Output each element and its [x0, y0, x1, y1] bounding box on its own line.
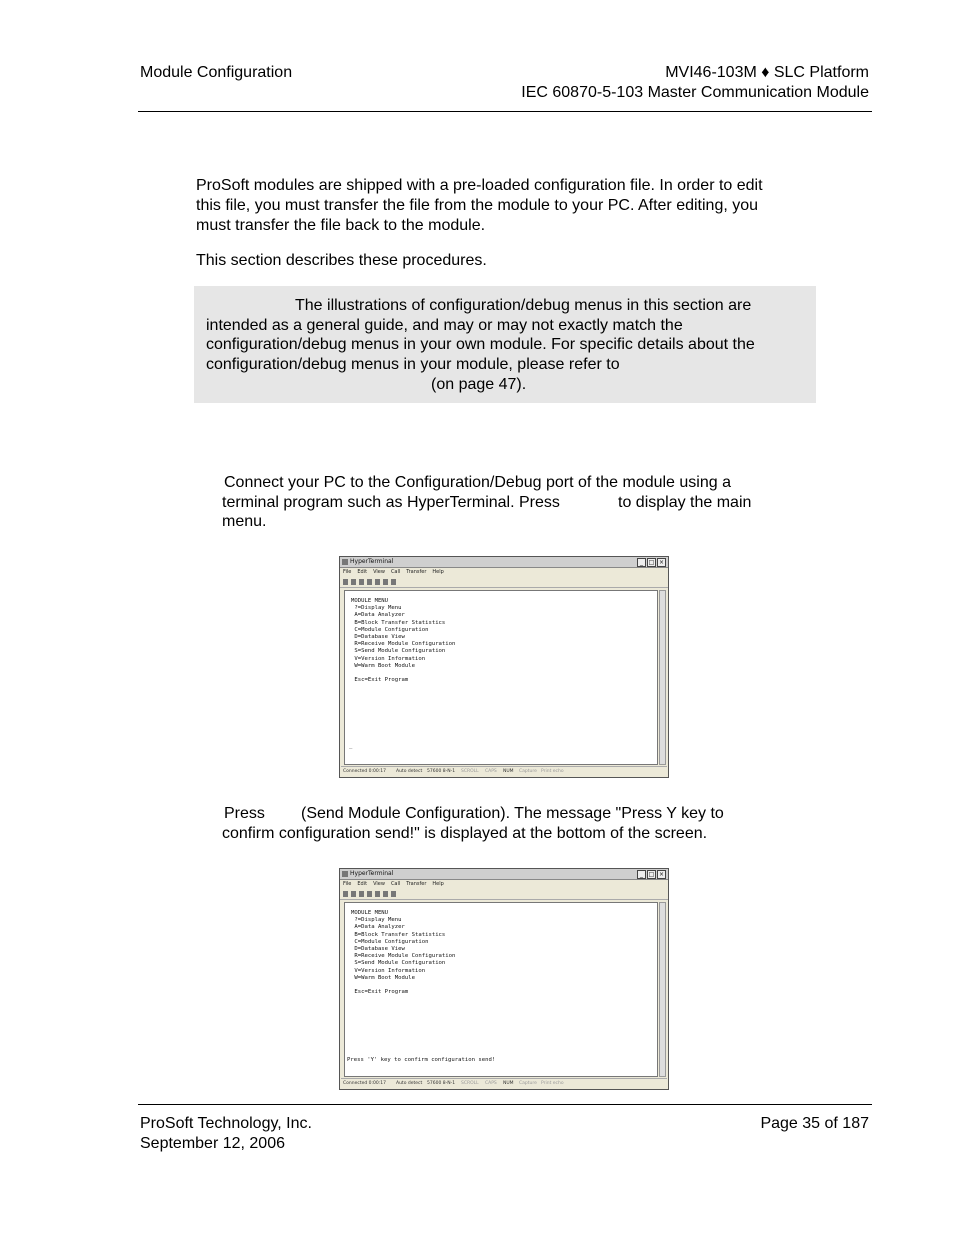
- status-bar: [341, 766, 667, 776]
- status-connected: Connected 0:00:17: [343, 769, 387, 774]
- menu-line: S=Send Module Configuration: [351, 960, 446, 967]
- menu-bar: [340, 568, 668, 577]
- menu-line: ?=Display Menu: [351, 917, 402, 924]
- disconnect-icon: [367, 891, 372, 897]
- step2-line-1b: (Send Module Configuration). The message "Press Y key to: [301, 805, 724, 822]
- close-icon: ×: [658, 871, 665, 878]
- intro-line-1: ProSoft modules are shipped with a pre-loaded configuration file. In order to edit: [196, 177, 763, 194]
- window-title: HyperTerminal: [350, 870, 394, 877]
- status-detect: Auto detect: [396, 1081, 423, 1086]
- minimize-icon: _: [637, 558, 646, 567]
- new-icon: [343, 579, 348, 585]
- minimize-icon: _: [637, 870, 646, 879]
- menu-view: View: [373, 569, 385, 575]
- window-title: HyperTerminal: [350, 558, 394, 565]
- menu-call: Call: [390, 569, 401, 575]
- menu-call: Call: [390, 881, 401, 887]
- app-icon: [342, 871, 348, 877]
- menu-line: C=Module Configuration: [351, 626, 429, 633]
- status-bar: [341, 1078, 667, 1088]
- maximize-icon: □: [648, 871, 655, 878]
- disconnect-icon: [367, 579, 372, 585]
- menu-line: Esc=Exit Program: [351, 989, 409, 996]
- hyperterminal-screenshot-2: [339, 868, 669, 1090]
- menu-line: [351, 670, 657, 677]
- menu-help: Help: [432, 881, 444, 887]
- note-line-3: configuration/debug menus in your own module. For specific details about the: [206, 336, 755, 353]
- status-settings: 57600 8-N-1: [427, 1081, 456, 1086]
- menu-line: W=Warm Boot Module: [351, 974, 415, 981]
- note-box: [194, 286, 816, 403]
- footer-page-number: Page 35 of 187: [760, 1115, 869, 1132]
- header-section-title: Module Configuration: [140, 64, 293, 81]
- menu-transfer: Transfer: [406, 569, 427, 575]
- menu-line: ?=Display Menu: [351, 605, 402, 612]
- status-capture: Capture: [519, 1081, 537, 1086]
- properties-icon: [391, 579, 396, 585]
- receive-icon: [383, 579, 388, 585]
- menu-line: B=Block Transfer Statistics: [351, 931, 446, 938]
- status-scroll: SCROLL: [461, 1081, 479, 1086]
- menu-file: File: [343, 569, 352, 575]
- toolbar: [340, 889, 668, 900]
- footer-company: ProSoft Technology, Inc.: [140, 1115, 312, 1132]
- intro-line-3: must transfer the file back to the module.: [196, 217, 486, 234]
- menu-line: D=Database View: [351, 946, 405, 953]
- menu-line: R=Receive Module Configuration: [351, 953, 456, 960]
- new-icon: [343, 891, 348, 897]
- menu-line: V=Version Information: [351, 655, 426, 662]
- status-echo: Print echo: [541, 1081, 564, 1086]
- hyperterminal-screenshot-1: [339, 556, 669, 778]
- menu-help: Help: [432, 569, 444, 575]
- footer-rule: [138, 1104, 872, 1105]
- menu-bar: [340, 880, 668, 889]
- app-icon: [342, 559, 348, 565]
- status-caps: CAPS: [485, 1081, 497, 1086]
- open-icon: [351, 891, 356, 897]
- status-capture: Capture: [519, 769, 537, 774]
- receive-icon: [383, 891, 388, 897]
- menu-edit: Edit: [357, 881, 368, 887]
- menu-line: A=Data Analyzer: [351, 612, 405, 619]
- send-icon: [375, 579, 380, 585]
- properties-icon: [391, 891, 396, 897]
- note-line-2: intended as a general guide, and may or may not exactly match the: [206, 317, 683, 334]
- note-line-1: The illustrations of configuration/debug menus in this section are: [295, 297, 752, 314]
- menu-line: D=Database View: [351, 634, 405, 641]
- menu-line: MODULE MENU: [351, 910, 389, 916]
- intro-line-4: This section describes these procedures.: [196, 252, 487, 269]
- menu-line: S=Send Module Configuration: [351, 648, 446, 655]
- dial-icon: [359, 891, 364, 897]
- menu-line: [351, 982, 657, 989]
- menu-file: File: [343, 881, 352, 887]
- maximize-icon: □: [648, 559, 655, 566]
- status-settings: 57600 8-N-1: [427, 769, 456, 774]
- step2-line-2: confirm configuration send!" is displayed at the bottom of the screen.: [222, 825, 708, 842]
- status-echo: Print echo: [541, 769, 564, 774]
- step1-line-3: menu.: [222, 513, 267, 530]
- status-caps: CAPS: [485, 769, 497, 774]
- intro-line-2: this file, you must transfer the file from the module to your PC. After editing, you: [196, 197, 759, 214]
- footer-date: September 12, 2006: [140, 1135, 285, 1152]
- terminal-screen: [344, 590, 658, 765]
- close-icon: ×: [658, 559, 665, 566]
- send-icon: [375, 891, 380, 897]
- open-icon: [351, 579, 356, 585]
- terminal-cursor: _: [349, 742, 353, 749]
- dial-icon: [359, 579, 364, 585]
- toolbar: [340, 577, 668, 588]
- status-detect: Auto detect: [396, 769, 423, 774]
- status-num: NUM: [503, 769, 514, 774]
- menu-line: V=Version Information: [351, 967, 426, 974]
- menu-transfer: Transfer: [406, 881, 427, 887]
- menu-line: C=Module Configuration: [351, 938, 429, 945]
- note-line-5: (on page 47).: [431, 376, 527, 393]
- step1-line-1: Connect your PC to the Configuration/Debug port of the module using a: [224, 474, 731, 491]
- menu-line: Esc=Exit Program: [351, 677, 409, 684]
- step2-line-1a: Press: [224, 805, 265, 822]
- status-scroll: SCROLL: [461, 769, 479, 774]
- menu-line: B=Block Transfer Statistics: [351, 619, 446, 626]
- menu-line: W=Warm Boot Module: [351, 662, 415, 669]
- header-product-subtitle: IEC 60870-5-103 Master Communication Module: [521, 84, 869, 101]
- status-connected: Connected 0:00:17: [343, 1081, 387, 1086]
- step1-line-2a: terminal program such as HyperTerminal. Press: [222, 494, 560, 511]
- menu-view: View: [373, 881, 385, 887]
- menu-line: R=Receive Module Configuration: [351, 641, 456, 648]
- menu-line: A=Data Analyzer: [351, 924, 405, 931]
- menu-line: MODULE MENU: [351, 598, 389, 604]
- menu-edit: Edit: [357, 569, 368, 575]
- terminal-screen: [344, 902, 658, 1077]
- confirm-message: Press 'Y' key to confirm configuration send!: [347, 1056, 496, 1063]
- header-product-title: MVI46-103M ♦ SLC Platform: [665, 64, 869, 81]
- scrollbar: [659, 590, 666, 765]
- header-rule: [138, 111, 872, 112]
- scrollbar: [659, 902, 666, 1077]
- status-num: NUM: [503, 1081, 514, 1086]
- step1-line-2b: to display the main: [618, 494, 752, 511]
- note-line-4: configuration/debug menus in your module, please refer to: [206, 356, 620, 373]
